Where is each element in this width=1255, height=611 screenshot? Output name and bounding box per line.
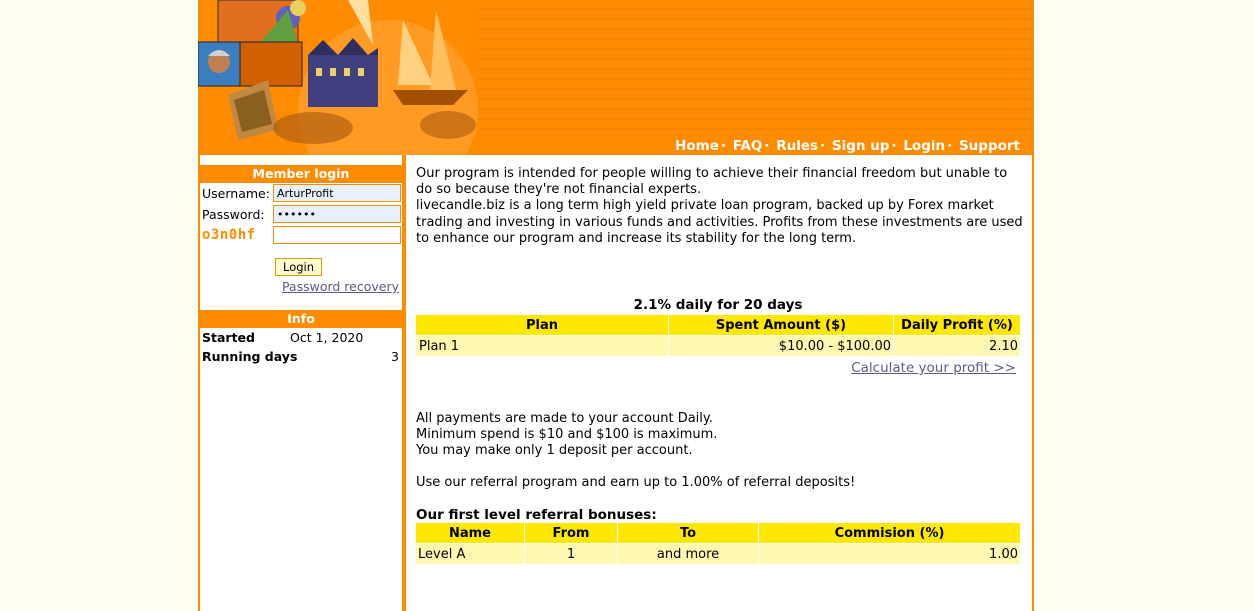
nav-rules-link[interactable]: Rules xyxy=(776,138,819,154)
referral-table xyxy=(415,522,1021,565)
referral-title: Our first level referral bonuses: xyxy=(416,507,657,523)
referral-from-cell: 1 xyxy=(525,544,617,564)
referral-promo-text: Use our referral program and earn up to 1.00% of referral deposits! xyxy=(416,475,856,490)
plan-table-header xyxy=(416,315,1020,335)
nav-separator: · xyxy=(720,138,727,154)
plan-col-header: Plan xyxy=(416,315,668,335)
nav-home-link[interactable]: Home xyxy=(675,138,719,154)
note-line: You may make only 1 deposit per account. xyxy=(416,443,693,459)
info-row-started xyxy=(200,328,402,347)
note-line: All payments are made to your account Daily. xyxy=(416,411,713,426)
password-row xyxy=(200,204,402,225)
plan-col-header: Spent Amount ($) xyxy=(669,315,893,335)
nav-separator: · xyxy=(764,138,770,154)
info-box xyxy=(200,310,402,366)
referral-commission-cell: 1.00 xyxy=(759,544,1020,564)
plan-name-cell: Plan 1 xyxy=(416,336,668,356)
plan-amount-cell: $10.00 - $100.00 xyxy=(669,336,893,356)
header xyxy=(198,0,1034,155)
referral-col-header: To xyxy=(618,523,758,543)
captcha-image: o3n0hf xyxy=(202,227,256,243)
header-stripes xyxy=(478,0,1034,135)
member-login-box xyxy=(200,165,402,294)
nav-separator: · xyxy=(947,138,953,154)
nav-signup-link[interactable]: Sign up xyxy=(831,138,890,154)
info-key: Running days xyxy=(202,349,298,364)
info-row-running-days xyxy=(200,347,402,366)
sidebar xyxy=(200,155,402,611)
captcha-row xyxy=(200,225,402,246)
table-row xyxy=(416,336,1020,356)
intro-paragraph: Our program is intended for people willing to achieve their financial freedom but unable to do so because they're not financial experts. xyxy=(416,166,1008,198)
username-row xyxy=(200,183,402,204)
nav-login-link[interactable]: Login xyxy=(903,138,946,154)
calculate-profit-link[interactable]: Calculate your profit >> xyxy=(851,360,1016,376)
referral-col-header: From xyxy=(525,523,617,543)
login-button[interactable]: Login xyxy=(275,258,322,276)
page-frame xyxy=(198,0,1034,611)
main-content xyxy=(406,155,1032,611)
header-collage-image xyxy=(198,0,478,155)
password-label: Password: xyxy=(202,207,265,222)
table-row xyxy=(416,544,1020,564)
referral-col-header: Commision (%) xyxy=(759,523,1020,543)
info-value: Oct 1, 2020 xyxy=(290,330,364,345)
plan-title: 2.1% daily for 20 days xyxy=(633,297,803,313)
username-label: Username: xyxy=(202,186,270,201)
password-recovery-link[interactable]: Password recovery xyxy=(281,279,399,294)
nav-faq-link[interactable]: FAQ xyxy=(732,138,763,154)
plan-col-header: Daily Profit (%) xyxy=(894,315,1020,335)
referral-col-header: Name xyxy=(416,523,524,543)
username-input[interactable] xyxy=(273,184,401,202)
referral-table-header xyxy=(416,523,1020,543)
payment-notes xyxy=(416,411,717,460)
info-value: 3 xyxy=(391,349,399,364)
nav-separator: · xyxy=(891,138,897,154)
top-nav xyxy=(675,138,1020,154)
info-title: Info xyxy=(200,310,402,328)
plan-table xyxy=(415,314,1021,357)
member-login-title: Member login xyxy=(200,165,402,183)
referral-to-cell: and more xyxy=(618,544,758,564)
nav-separator: · xyxy=(820,138,826,154)
referral-name-cell: Level A xyxy=(416,544,524,564)
note-line: Minimum spend is $10 and $100 is maximum. xyxy=(416,427,718,443)
intro-paragraph: livecandle.biz is a long term high yield private loan program, backed up by Forex market trading and investing in various funds and activities. Profits from these investments are used to enhance our program and increase its stability for the long term. xyxy=(416,198,1023,246)
info-key: Started xyxy=(202,330,255,345)
password-input[interactable] xyxy=(273,205,401,223)
plan-profit-cell: 2.10 xyxy=(894,336,1020,356)
intro-text xyxy=(416,166,1024,247)
nav-support-link[interactable]: Support xyxy=(958,138,1020,154)
captcha-input[interactable] xyxy=(273,226,401,244)
